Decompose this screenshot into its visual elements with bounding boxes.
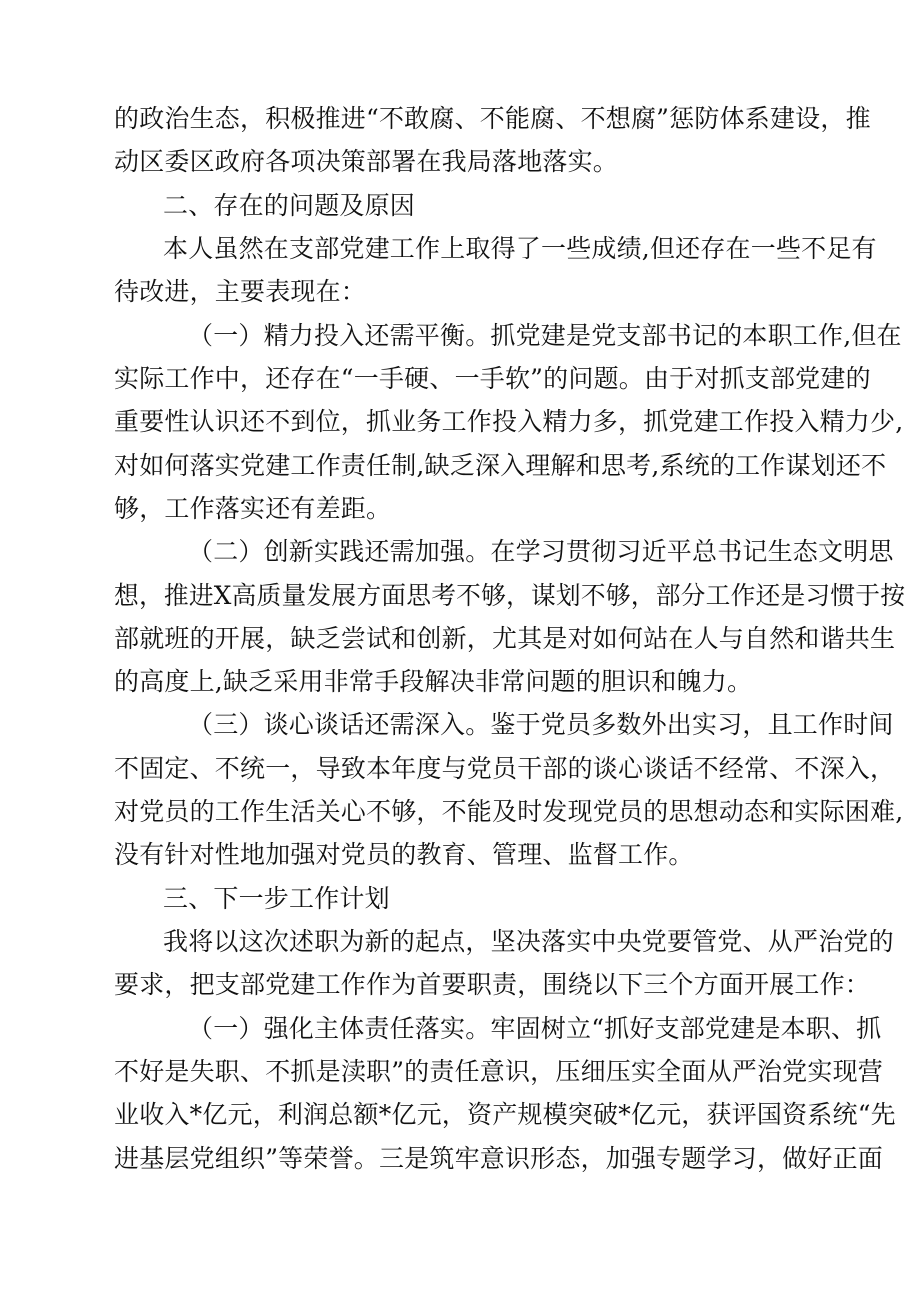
paragraph-line: 进基层党组织”等荣誉。三是筑牢意识形态，加强专题学习，做好正面 xyxy=(114,1144,883,1173)
paragraph-line: 本人虽然在支部党建工作上取得了一些成绩,但还存在一些不足有 xyxy=(163,234,877,263)
paragraph-line: 对如何落实党建工作责任制,缺乏深入理解和思考,系统的工作谋划还不 xyxy=(114,451,887,480)
paragraph-line: 对党员的工作生活关心不够，不能及时发现党员的思想动态和实际困难, xyxy=(114,797,904,826)
paragraph-line: 要求，把支部党建工作作为首要职责，围绕以下三个方面开展工作： xyxy=(114,970,871,999)
paragraph-line: 业收入*亿元，利润总额*亿元，资产规模突破*亿元，获评国资系统“先 xyxy=(114,1100,896,1129)
paragraph-line: 待改进，主要表现在： xyxy=(114,277,367,306)
paragraph-line: 实际工作中，还存在“一手硬、一手软”的问题。由于对抓支部党建的 xyxy=(114,364,871,393)
paragraph-line: 不好是失职、不抓是渎职”的责任意识，压细压实全面从严治党实现营 xyxy=(114,1057,883,1086)
paragraph-line: （一）精力投入还需平衡。抓党建是党支部书记的本职工作,但在 xyxy=(188,321,902,350)
paragraph-line: 的高度上,缺乏采用非常手段解决非常问题的胆识和魄力。 xyxy=(114,667,753,696)
paragraph-line: 没有针对性地加强对党员的教育、管理、监督工作。 xyxy=(114,840,694,869)
section-heading: 三、下一步工作计划 xyxy=(163,884,390,913)
paragraph-line: （二）创新实践还需加强。在学习贯彻习近平总书记生态文明思 xyxy=(188,537,894,566)
paragraph-line: 部就班的开展，缺乏尝试和创新，尤其是对如何站在人与自然和谐共生 xyxy=(114,624,896,653)
paragraph-line: 我将以这次述职为新的起点，坚决落实中央党要管党、从严治党的 xyxy=(163,927,894,956)
paragraph-line: （一）强化主体责任落实。牢固树立“抓好支部党建是本职、抓 xyxy=(188,1014,882,1043)
paragraph-line: 动区委区政府各项决策部署在我局落地落实。 xyxy=(114,147,619,176)
paragraph-line: 重要性认识还不到位，抓业务工作投入精力多，抓党建工作投入精力少, xyxy=(114,407,904,436)
paragraph-line: （三）谈心谈话还需深入。鉴于党员多数外出实习，且工作时间 xyxy=(188,710,894,739)
section-heading: 二、存在的问题及原因 xyxy=(163,191,416,220)
paragraph-line: 不固定、不统一，导致本年度与党员干部的谈心谈话不经常、不深入， xyxy=(114,754,896,783)
paragraph-line: 的政治生态，积极推进“不敢腐、不能腐、不想腐”惩防体系建设，推 xyxy=(114,104,871,133)
paragraph-line: 想，推进X高质量发展方面思考不够，谋划不够，部分工作还是习惯于按 xyxy=(114,581,906,610)
paragraph-line: 够，工作落实还有差距。 xyxy=(114,494,392,523)
